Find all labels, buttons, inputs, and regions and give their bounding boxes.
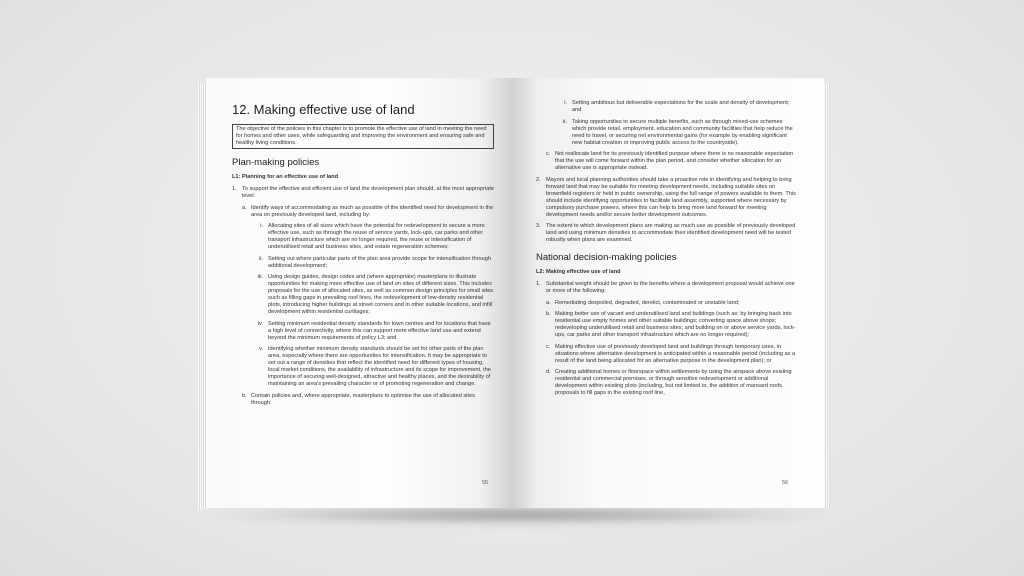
list-marker: b. [242,392,247,399]
list-marker: ii. [562,118,567,125]
list-marker: b. [546,311,551,317]
list-text: Identify ways of accommodating as much as possible of the identified need for development in the area on previously developed land, including by: [251,204,494,218]
list-text: Setting ambitious but deliverable expectations for the scale and density of development; and [572,100,790,113]
list-item [556,100,798,114]
right-page-content [536,100,798,402]
list-text: Creating additional homes or floorspace within settlements by using the airspace above existing residential and commercial premises, or through sensitive redevelopment or additional development within existing plots (including, but not limited to, the addition of mansard roofs, proposals to fill gaps in the existing roof line, [555,369,792,396]
list-item [536,177,798,219]
list-item [546,311,798,339]
policy-heading: L1: Planning for an effective use of land [232,174,338,180]
left-page [206,78,512,508]
page-number: 55 [482,480,489,486]
list-item [252,274,494,316]
list-item [546,344,798,365]
list-text: Setting out where particular parts of the plan area provide scope for intensification through additional development; [268,255,491,269]
list-marker: v. [259,346,263,352]
list-marker: 1. [232,186,237,192]
chapter-objective-box: The objective of the policies in this chapter is to promote the effective use of land in meeting the need for homes and other uses, while safeguarding and improving the environment and ensuring safe and healthy living conditions. [232,124,494,149]
list-text: Using design guides, design codes and (where appropriate) masterplans to illustrate opportunities for making more effective use of land on sites of different sizes. This includes proposals for the use of allocated sites, as well as common design principles for small sites such as filling gaps in prevailing roof lines, the redevelopment of low-density residential plots, introducing higher buildings at street corners and in other suitable locations, and infill development within residential curtilages; [268,274,494,315]
list-item [536,223,798,244]
page-number: 56 [782,480,789,486]
right-page [512,78,824,508]
list-item [546,369,798,397]
list-item [252,223,494,251]
list-text: Making better use of vacant and underutilised land and buildings (such as: by bringing back into residential use empty homes and other suitable buildings; converting space above shops; redeveloping underutilised retail and business sites; and building on or above service yards, lock-ups, car parks and other transport infrastructure which are no longer required); [555,311,796,338]
list-item [252,346,494,388]
list-item [232,186,494,200]
list-item [546,151,798,172]
list-text: Mayors and local planning authorities should take a proactive role in identifying and helping to bring forward land that may be suitable for meeting development needs, including suitable sites on brownfield registers or held in public ownership, using the full range of powers available to them. This should include identifying opportunities to facilitate land assembly, supported where necessary by compulsory purchase powers, where this can help to bring more land forward for meeting development needs and/or secure better development outcomes. [546,176,796,218]
list-text: Making effective use of previously developed land and buildings through temporary uses, in situations where alternative development is anticipated within a reasonable period (including as a result of the land being allocated for an alternative purpose in the development plan); or [555,343,796,364]
list-text: Identifying whether minimum density standards should be set for other parts of the plan area, especially where there are opportunities for intensification. It may be appropriate to set out a range of densities that reflect the identified need for different types of housing, local market conditions, the availability of infrastructure and its scope for improvement, the importance of securing well-designed, attractive and healthy places, and the desirability of maintaining an area's prevailing character or of promoting regeneration and change. [268,346,491,387]
list-text: Allocating sites of all sizes which have the potential for redevelopment to secure a more effective use, such as through the reuse of service yards, lock-ups, car parks and other transport infrastructure which are no longer required, the reuse or intensification of underutilised retail and business sites, and estate regeneration schemes; [268,223,485,250]
list-text: Taking opportunities to secure multiple benefits, such as through mixed-use schemes which provide retail, employment, education and community facilities that help reduce the need to travel, or securing net environmental gains (for example by enabling significant new habitat creation or improving public access to the countryside). [572,118,793,146]
list-marker: 3. [536,223,541,229]
list-marker: ii. [258,255,263,262]
left-policy-list [232,186,494,407]
list-item [252,256,494,270]
list-marker: d. [546,369,551,375]
list-text: Not reallocate land for its previously identified purpose where there is no reasonable expectation that the use will come forward within the plan period, and consider whether allocation for an alternative use is appropriate instead. [555,151,794,171]
list-text: Setting minimum residential density standards for town centres and for locations that have a high level of connectivity, where this can support more effective land use and extend beyond the minimum requirements of policy L3; and [268,320,491,341]
section-heading: National decision-making policies [536,252,677,263]
section-heading: Plan-making policies [232,157,320,168]
list-text: Contain policies and, where appropriate, masterplans to optimise the use of allocated sites through: [251,392,475,406]
list-item [242,205,494,219]
list-marker: 2. [536,176,541,183]
list-marker: a. [242,204,247,211]
right-page-edges [824,82,830,508]
list-text: The extent to which development plans are making as much use as possible of previously developed land and using minimum densities to accommodate their identified development need will be tested robustly when plans are examined. [546,223,796,243]
right-policy-list-top [536,100,798,244]
open-book [198,78,830,513]
list-marker: i. [260,223,263,229]
list-item [242,393,494,407]
list-item [536,281,798,295]
left-page-content [232,102,494,411]
list-text: To support the effective and efficient use of land the development plan should, at the most appropriate level: [242,186,494,199]
right-policy-list-bottom [536,281,798,397]
chapter-title: 12. Making effective use of land [232,102,415,117]
list-marker: a. [546,299,551,306]
list-marker: iv. [257,320,263,327]
policy-heading: L2: Making effective use of land [536,269,621,275]
list-marker: i. [564,100,567,106]
list-item [546,300,798,307]
list-text: Substantial weight should be given to the benefits where a development proposal would achieve one or more of the following: [546,281,795,294]
list-item [252,321,494,342]
list-marker: 1. [536,281,541,287]
list-text: Remediating despoiled, degraded, derelict, contaminated or unstable land; [555,299,740,306]
list-item [556,119,798,147]
list-marker: c. [546,151,551,157]
list-marker: iii. [257,274,263,280]
list-marker: c. [546,343,551,350]
